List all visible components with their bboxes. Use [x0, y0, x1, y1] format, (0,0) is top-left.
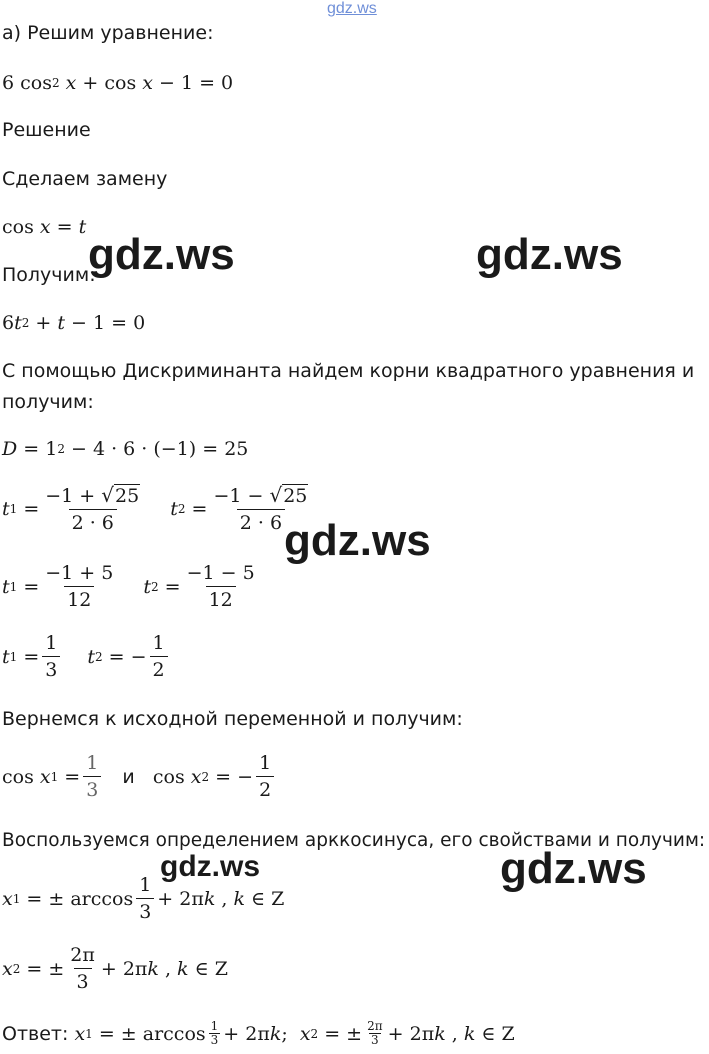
solution-heading: Решение [2, 119, 91, 141]
obtain-text: Получим: [2, 264, 96, 286]
discriminant-text-2: получим: [2, 391, 94, 413]
x2-solution: x 2 = ± $\frac{2\pi}{3}$ + 2π k , k ∈ Z [2, 944, 228, 993]
answer-line: Ответ: x 1 = ± arccos $\frac{1}{3}$ + 2π k ; x 2 = ± $\frac{2\pi}{3}$ + 2π k , k ∈ Z [2, 1019, 515, 1047]
quadratic-equation: 6 t 2 + t − 1 = 0 [2, 312, 146, 334]
watermark: gdz.ws [476, 230, 623, 279]
watermark-top: gdz.ws [327, 0, 377, 17]
arccos-text: Воспользуемся определением арккосинуса, его свойствами и получим: [2, 830, 706, 851]
part-label: а) Решим уравнение: [2, 22, 214, 44]
and-word: и [122, 765, 135, 788]
x1-solution: x 1 = ± arccos $\frac{1}{3}$ + 2π k , k ∈ Z [2, 874, 285, 923]
equation: 6 cos 2 x + cos x − 1 = 0 [2, 72, 234, 94]
watermark: gdz.ws [284, 516, 431, 565]
discriminant-formula: D = 1 2 − 4 · 6 · (−1) = 25 [2, 438, 249, 460]
answer-label: Ответ: [2, 1022, 69, 1045]
roots-final: t 1 = $\frac{1}{3}$ t 2 = − $\frac{1}{2}$ [2, 632, 171, 681]
cos-equations: cos x 1 = $\frac{1}{3}$ и cos x 2 = − $\frac{1}{2}$ [2, 752, 277, 801]
substitution-formula: cos x = t [2, 216, 87, 238]
roots-numeric: t 1 = $\frac{-1 + 5}{12}$ t 2 = $\frac{-1 - 5}{12}$ [2, 562, 255, 611]
watermark: gdz.ws [160, 850, 261, 883]
discriminant-text: С помощью Дискриминанта найдем корни квадратного уравнения и [2, 360, 695, 382]
roots-sqrt: t 1 = −1 + √ 25 2 · 6 t 2 = −1 − √ 25 2 · 6 [2, 483, 308, 534]
watermark: gdz.ws [88, 230, 235, 279]
substitution-text: Сделаем замену [2, 168, 168, 190]
return-text: Вернемся к исходной переменной и получим: [2, 708, 463, 730]
watermark: gdz.ws [500, 844, 647, 893]
